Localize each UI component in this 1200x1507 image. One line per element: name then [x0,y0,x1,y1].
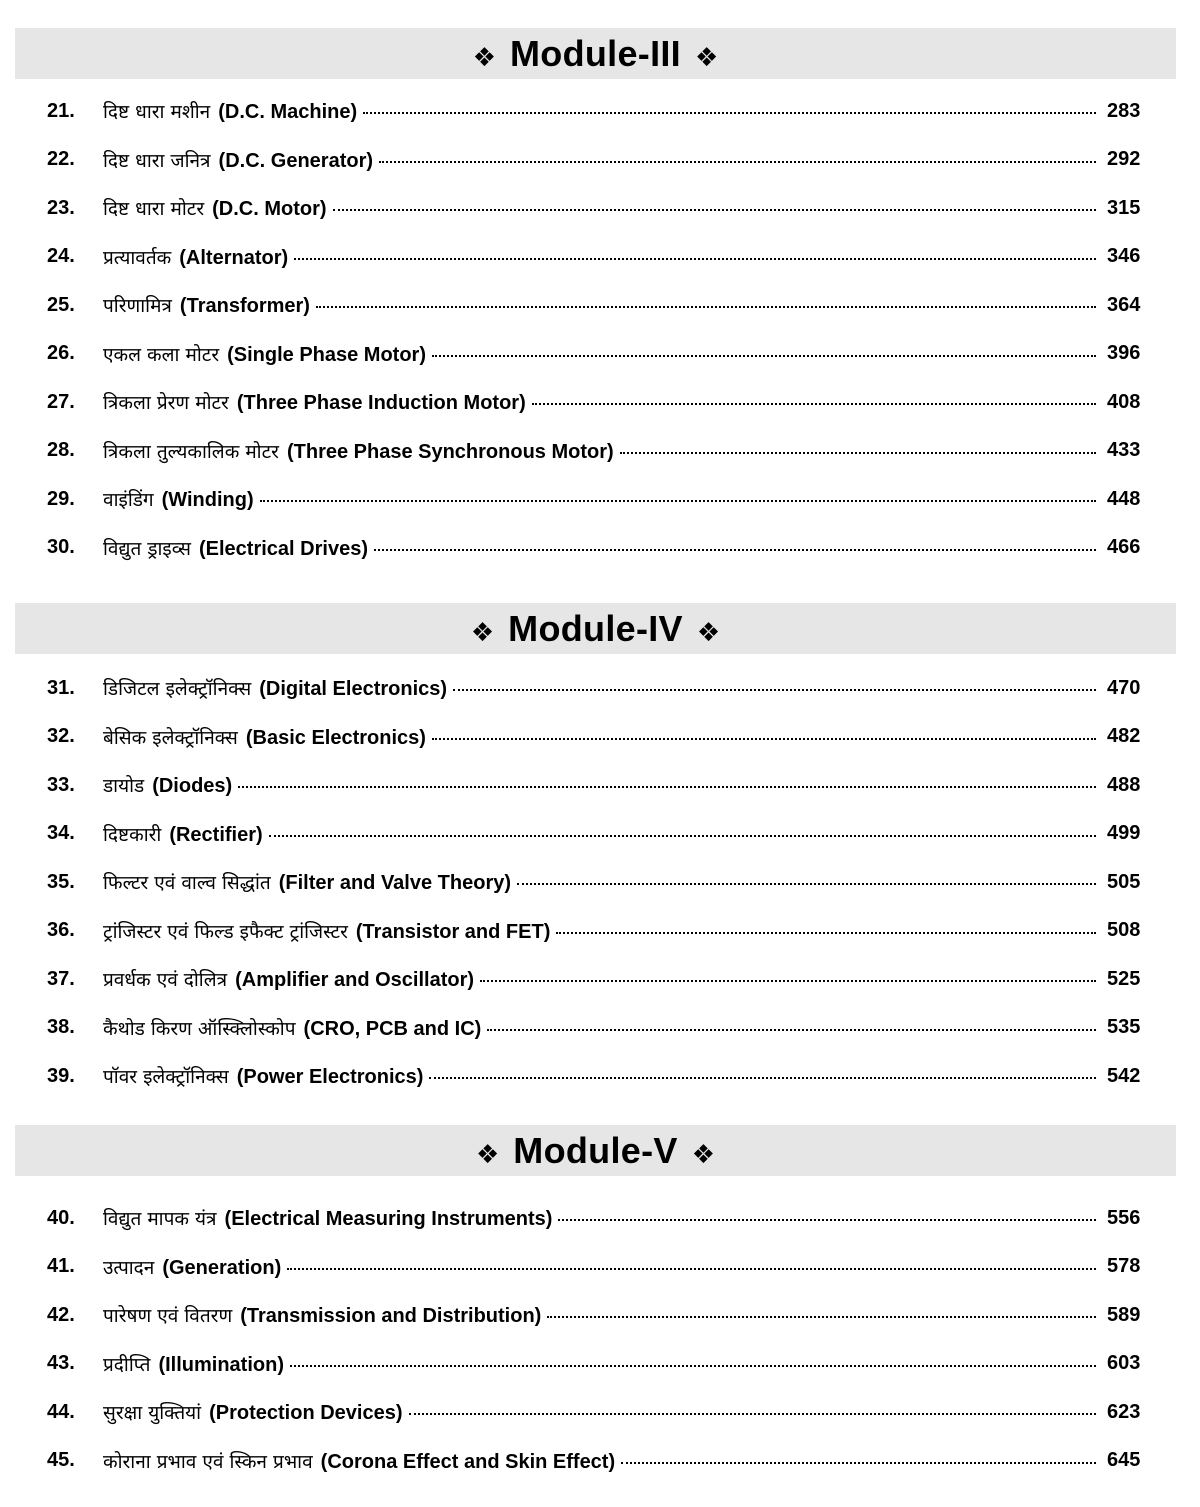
entry-hindi-title: दिष्ट धारा मोटर [103,198,205,220]
entry-page-number: 396 [1107,342,1141,364]
entry-title [103,292,1096,318]
dot-leader [238,786,1096,788]
entry-page-number: 542 [1107,1064,1141,1087]
toc-entry[interactable] [0,431,1200,471]
entry-title [103,1351,1096,1377]
dot-leader [333,209,1096,211]
entry-hindi-title: त्रिकला तुल्यकालिक मोटर [103,440,279,463]
dot-leader [621,1462,1096,1464]
entry-hindi-title: बेसिक इलेक्ट्रॉनिक्स [103,726,238,749]
dot-leader [363,112,1096,114]
toc-entry[interactable] [0,140,1200,180]
entry-page-number: 448 [1107,487,1141,510]
toc-entry[interactable] [0,911,1200,951]
entry-english-title: (Single Phase Motor) [227,343,426,366]
entry-number: 23. [47,196,75,219]
dot-leader [620,452,1096,454]
entry-page-number: 283 [1107,99,1141,122]
entry-title [103,147,1096,173]
entry-number: 24. [47,245,75,267]
entry-english-title: (Rectifier) [169,823,263,846]
dot-leader [432,355,1096,357]
toc-entry[interactable] [0,1441,1200,1481]
toc-entry[interactable] [0,382,1200,422]
entry-number: 43. [47,1352,75,1374]
entry-page-number: 623 [1107,1400,1141,1423]
entry-title [103,1205,1096,1231]
module-title: Module-V [513,1129,678,1171]
entry-hindi-title: डिजिटल इलेक्ट्रॉनिक्स [103,678,252,700]
dot-leader [290,1365,1096,1367]
entry-english-title: (Electrical Drives) [199,537,368,560]
entry-english-title: (Protection Devices) [209,1402,403,1424]
entry-number: 27. [47,390,75,413]
toc-entry[interactable] [0,237,1200,277]
entry-number: 34. [47,822,75,844]
dot-leader [517,883,1096,885]
entry-page-number: 603 [1107,1352,1141,1374]
dot-leader [374,549,1096,551]
entry-page-number: 488 [1107,773,1141,796]
entry-english-title: (Electrical Measuring Instruments) [224,1208,553,1230]
entry-number: 28. [47,439,75,461]
entry-number: 30. [47,536,75,558]
entry-title [103,1448,1096,1474]
entry-english-title: (Transformer) [179,295,310,317]
toc-entry[interactable] [0,1008,1200,1048]
entry-hindi-title: त्रिकला प्रेरण मोटर [103,392,229,414]
entry-number: 36. [47,919,75,941]
entry-page-number: 505 [1107,870,1141,893]
entry-number: 38. [47,1016,75,1038]
dot-leader [453,689,1096,691]
entry-number: 31. [47,676,75,699]
entry-title [103,1015,1096,1041]
toc-entry[interactable] [0,814,1200,854]
entry-english-title: (Power Electronics) [236,1066,424,1088]
entry-hindi-title: प्रवर्धक एवं दोलित्र [103,969,228,991]
toc-entry[interactable] [0,717,1200,757]
entry-hindi-title: ट्रांजिस्टर एवं फिल्ड इफैक्ट ट्रांजिस्टर [103,920,348,943]
entry-number: 39. [47,1064,75,1087]
diamond-ornament-icon: ❖ [470,617,495,648]
entry-title [103,821,1096,847]
entry-page-number: 315 [1107,196,1141,219]
entry-page-number: 408 [1107,390,1141,413]
entry-page-number: 589 [1107,1303,1141,1326]
entry-hindi-title: विद्युत मापक यंत्र [103,1208,217,1230]
entry-title [103,1254,1096,1280]
entry-title [103,869,1096,895]
toc-entry[interactable] [0,1392,1200,1432]
entry-title [103,486,1096,512]
entry-english-title: (Winding) [161,489,254,511]
entry-title [103,1302,1096,1328]
entry-page-number: 556 [1107,1206,1141,1229]
entry-number: 40. [47,1206,75,1229]
entry-title [103,1399,1096,1425]
entry-number: 25. [47,293,75,316]
entry-english-title: (Three Phase Synchronous Motor) [286,440,614,463]
toc-entry[interactable] [0,1198,1200,1238]
entry-english-title: (D.C. Generator) [218,149,374,172]
entry-page-number: 525 [1107,967,1141,990]
entry-page-number: 645 [1107,1449,1141,1471]
toc-entry[interactable] [0,959,1200,999]
dot-leader [547,1316,1096,1318]
dot-leader [379,161,1096,163]
entry-english-title: (Basic Electronics) [245,726,426,749]
entry-page-number: 364 [1107,293,1141,316]
entry-title [103,438,1096,464]
entry-english-title: (D.C. Motor) [212,198,327,220]
toc-entry[interactable] [0,1295,1200,1335]
entry-english-title: (Amplifier and Oscillator) [235,969,475,991]
entry-number: 32. [47,725,75,747]
entry-english-title: (D.C. Machine) [218,101,358,123]
toc-entry[interactable] [0,528,1200,568]
module-header [15,28,1176,79]
entry-hindi-title: डायोड [103,775,145,797]
module-header [15,1125,1176,1176]
entry-page-number: 499 [1107,822,1141,844]
entry-english-title: (Corona Effect and Skin Effect) [320,1450,616,1473]
module-title: Module-III [510,32,681,74]
diamond-ornament-icon: ❖ [475,1139,500,1170]
entry-number: 37. [47,967,75,990]
entry-number: 22. [47,148,75,170]
entry-hindi-title: कैथोड किरण ऑस्क्लिोस्कोप [103,1017,296,1040]
entry-page-number: 482 [1107,725,1141,747]
entry-hindi-title: उत्पादन [103,1256,155,1279]
toc-entry[interactable] [0,862,1200,902]
entry-english-title: (Digital Electronics) [259,678,448,700]
entry-title [103,341,1096,367]
entry-hindi-title: परिणामित्र [103,295,172,317]
entry-english-title: (Filter and Valve Theory) [278,872,512,894]
entry-page-number: 346 [1107,245,1141,267]
diamond-ornament-icon: ❖ [694,42,719,73]
entry-hindi-title: वाइंडिंग [103,489,154,511]
dot-leader [287,1268,1096,1270]
entry-english-title: (Generation) [162,1256,282,1279]
entry-english-title: (Transistor and FET) [355,920,551,943]
toc-entry[interactable] [0,91,1200,131]
entry-hindi-title: एकल कला मोटर [103,343,220,366]
entry-number: 26. [47,342,75,364]
entry-hindi-title: पॉवर इलेक्ट्रॉनिक्स [103,1066,229,1088]
entry-number: 44. [47,1400,75,1423]
toc-entry[interactable] [0,1056,1200,1096]
entry-number: 41. [47,1255,75,1277]
toc-entry[interactable] [0,1247,1200,1287]
entry-title [103,675,1096,701]
entry-title [103,772,1096,798]
toc-entry[interactable] [0,668,1200,708]
entry-title [103,535,1096,561]
module-title: Module-IV [508,607,683,649]
entry-english-title: (Three Phase Induction Motor) [236,392,526,414]
diamond-ornament-icon: ❖ [691,1139,715,1170]
entry-english-title: (Diodes) [152,775,233,797]
toc-entry[interactable] [0,188,1200,228]
entry-number: 29. [47,487,75,510]
entry-page-number: 535 [1107,1016,1141,1038]
entry-hindi-title: दिष्ट धारा मशीन [103,101,211,123]
dot-leader [409,1413,1097,1415]
entry-english-title: (Illumination) [158,1353,284,1376]
entry-hindi-title: दिष्ट धारा जनित्र [103,149,211,172]
dot-leader [556,932,1096,934]
entry-hindi-title: फिल्टर एवं वाल्व सिद्धांत [103,872,271,894]
diamond-ornament-icon: ❖ [472,42,496,73]
diamond-ornament-icon: ❖ [696,617,721,648]
dot-leader [316,306,1096,308]
entry-hindi-title: प्रदीप्ति [103,1353,151,1376]
entry-title [103,1063,1096,1089]
toc-entry[interactable] [0,479,1200,519]
dot-leader [269,835,1096,837]
entry-page-number: 292 [1107,148,1141,170]
toc-entry[interactable] [0,765,1200,805]
entry-english-title: (Alternator) [179,246,289,269]
dot-leader [260,500,1096,502]
entry-hindi-title: विद्युत ड्राइव्स [103,537,191,560]
entry-page-number: 578 [1107,1255,1141,1277]
entry-page-number: 470 [1107,676,1141,699]
entry-hindi-title: सुरक्षा युक्तियां [103,1402,202,1424]
entry-number: 35. [47,870,75,893]
entry-page-number: 466 [1107,536,1141,558]
entry-number: 45. [47,1449,75,1471]
entry-title [103,918,1096,944]
entry-hindi-title: दिष्टकारी [103,823,162,846]
dot-leader [480,980,1096,982]
dot-leader [432,738,1096,740]
module-header [15,603,1176,654]
entry-number: 42. [47,1303,75,1326]
entry-page-number: 508 [1107,919,1141,941]
dot-leader [487,1029,1096,1031]
entry-number: 21. [47,99,75,122]
entry-title [103,244,1096,270]
entry-english-title: (CRO, PCB and IC) [303,1017,482,1040]
entry-english-title: (Transmission and Distribution) [240,1305,542,1327]
entry-hindi-title: कोराना प्रभाव एवं स्किन प्रभाव [103,1450,313,1473]
dot-leader [532,403,1096,405]
entry-hindi-title: पारेषण एवं वितरण [103,1305,233,1327]
entry-title [103,195,1096,221]
dot-leader [558,1219,1096,1221]
entry-title [103,966,1096,992]
dot-leader [294,258,1096,260]
entry-hindi-title: प्रत्यावर्तक [103,246,172,269]
entry-page-number: 433 [1107,439,1141,461]
entry-title [103,724,1096,750]
toc-entry[interactable] [0,1344,1200,1384]
entry-title [103,389,1096,415]
entry-title [103,98,1096,124]
toc-entry[interactable] [0,334,1200,374]
entry-number: 33. [47,773,75,796]
toc-entry[interactable] [0,285,1200,325]
dot-leader [429,1077,1096,1079]
